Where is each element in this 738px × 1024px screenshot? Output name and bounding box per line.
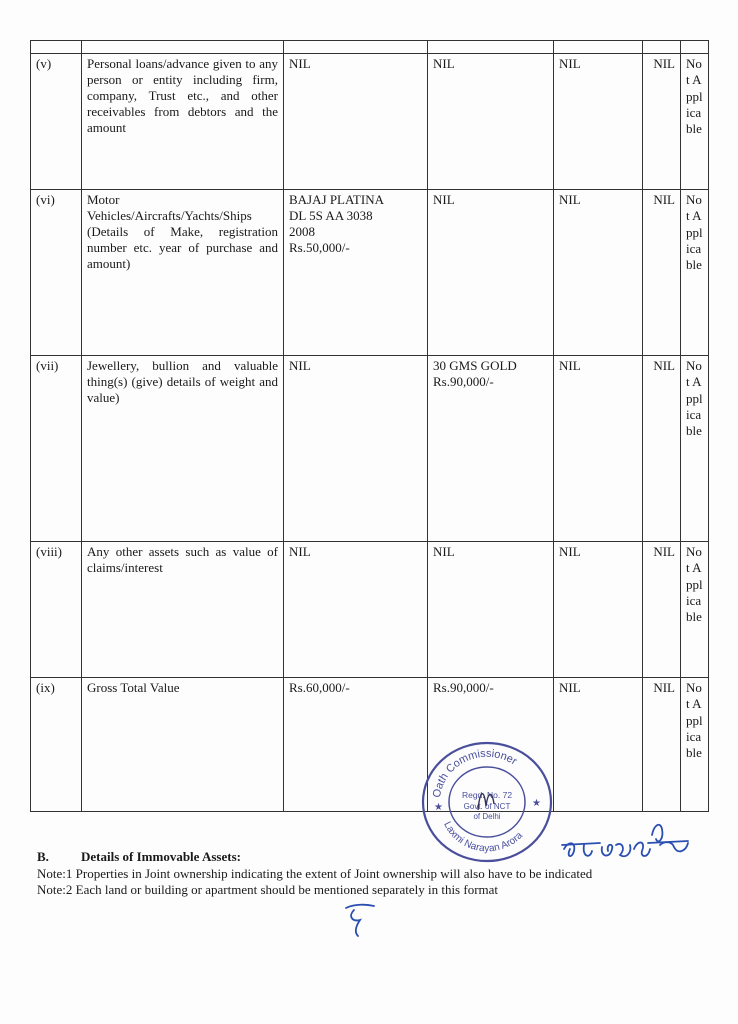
stamp-bottom-text: Laxmi Narayan Arora xyxy=(441,820,525,855)
table-row xyxy=(31,678,709,812)
self-value: BAJAJ PLATINA DL 5S AA 3038 2008 Rs.50,000/- xyxy=(284,190,428,356)
row-number: (ix) xyxy=(31,678,82,812)
section-b-heading xyxy=(37,849,241,865)
dependent-2-value: NIL xyxy=(643,678,681,812)
stamp-delhi-text: of Delhi xyxy=(473,812,501,821)
note-2: Note:2 Each land or building or apartment should be mentioned separately in this format xyxy=(37,882,499,897)
spouse-value: NIL xyxy=(428,54,554,190)
movable-assets-table xyxy=(30,40,709,812)
spouse-value: NIL xyxy=(428,190,554,356)
asset-description: Personal loans/advance given to any person or entity including firm, company, Trust etc., and other receivables from debtors and the amount xyxy=(82,54,284,190)
asset-description: Jewellery, bullion and valuable thing(s) (give) details of weight and value) xyxy=(82,356,284,542)
table-row xyxy=(31,190,709,356)
self-value: NIL xyxy=(284,356,428,542)
spouse-value: NIL xyxy=(428,542,554,678)
note-1: Note:1 Properties in Joint ownership indicating the extent of Joint ownership will also have to be indicated xyxy=(37,866,593,881)
stamp-top-text: Oath Commissioner xyxy=(430,747,520,799)
row-number: (vii) xyxy=(31,356,82,542)
table-row xyxy=(31,54,709,190)
table-row xyxy=(31,542,709,678)
dependent-2-value: NIL xyxy=(643,356,681,542)
dependent-3-value: Not Applicable xyxy=(681,678,709,812)
table-header-row xyxy=(31,41,709,54)
dependent-1-value: NIL xyxy=(554,542,643,678)
row-number: (vi) xyxy=(31,190,82,356)
initial-mark xyxy=(340,900,380,940)
dependent-1-value: NIL xyxy=(554,356,643,542)
dependent-2-value: NIL xyxy=(643,190,681,356)
stamp-regd-number: Regd. No. 72 xyxy=(461,790,513,800)
asset-description: Motor Vehicles/Aircrafts/Yachts/Ships (Details of Make, registration number etc. year of purchase and amount) xyxy=(82,190,284,356)
dependent-3-value: Not Applicable xyxy=(681,54,709,190)
dependent-1-value: NIL xyxy=(554,190,643,356)
self-value: NIL xyxy=(284,54,428,190)
dependent-3-value: Not Applicable xyxy=(681,542,709,678)
dependent-3-value: Not Applicable xyxy=(681,356,709,542)
spouse-value: Rs.90,000/- xyxy=(428,678,554,812)
notary-stamp xyxy=(420,740,554,864)
dependent-1-value: NIL xyxy=(554,54,643,190)
stamp-star-right: ★ xyxy=(532,798,541,809)
section-letter: B. xyxy=(37,849,49,864)
dependent-1-value: NIL xyxy=(554,678,643,812)
row-number: (viii) xyxy=(31,542,82,678)
stamp-star-left: ★ xyxy=(434,802,443,813)
self-value: NIL xyxy=(284,542,428,678)
stamp-govt-text: Govt. of NCT xyxy=(463,802,511,811)
dependent-3-value: Not Applicable xyxy=(681,190,709,356)
self-value: Rs.60,000/- xyxy=(284,678,428,812)
dependent-2-value: NIL xyxy=(643,542,681,678)
asset-description: Any other assets such as value of claims/interest xyxy=(82,542,284,678)
spouse-value: 30 GMS GOLD Rs.90,000/- xyxy=(428,356,554,542)
table-row xyxy=(31,356,709,542)
row-number: (v) xyxy=(31,54,82,190)
dependent-2-value: NIL xyxy=(643,54,681,190)
section-title: Details of Immovable Assets: xyxy=(81,849,241,864)
asset-description: Gross Total Value xyxy=(82,678,284,812)
